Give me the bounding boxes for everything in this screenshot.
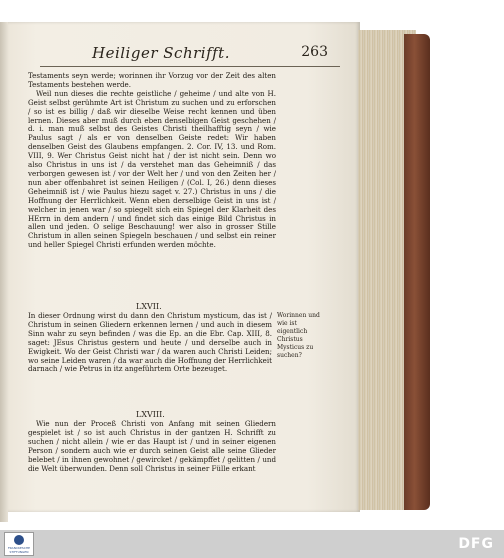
page-header: [40, 44, 340, 70]
paragraph: Weil nun dieses die rechte geistliche / geheime / und alte von H. Geist selbst gerühmte Art ist Christum zu suchen und zu erforschen / so ist es billig / daß wir dieselbe Weise recht kennen und üben lernen. Dieses aber muß durch eben denselbigen Geist geschehen / d. i. man muß selbst des Geistes Christi theilhafftig seyn / wie Paulus sagt / als er von denselben Geiste redet: Wir haben denselben Geist des Glaubens empfangen. 2. Cor. IV, 13. und Rom. VIII, 9. Wer Christus Geist nicht hat / der ist nicht sein. Denn wo also Christus in uns ist / da verstehet man das Geheimniß / das verborgen gewesen ist / vor der Welt her / und von den Zeiten her / nun aber offenbahret ist seinen Heiligen / (Col. I, 26.) denn dieses Geheimniß ist / wie Paulus hiezu saget v. 27.) Christus in uns / die Hoffnung der Herrlichkeit. Wenn eben derselbige Geist in uns ist / welcher in jenen war / so spiegelt sich ein Spiegel der Klarheit des HErrn in dem andern / und findet sich das einige Bild Christus in allen und jeden. O selige Beschauung! wer also in grosser Stille Christum in allen seinen Spiegeln beschauen / und selbst ein reiner und heller Spiegel Christi erfunden werden möchte.: [28, 88, 276, 250]
book-cover: [404, 34, 430, 510]
viewer-footer: [0, 530, 504, 558]
section-heading: LXVIII.: [136, 410, 165, 419]
margin-note: Worinnen und wie ist eigentlich Christus Mysticus zu suchen?: [277, 312, 320, 359]
institution-logo[interactable]: [4, 532, 34, 556]
paragraph: Wie nun der Proceß Christi von Anfang mit seinen Gliedern gespielet ist / so ist auch Christus in der gantzen H. Schrifft zu suchen / nicht allein / wie er das Haupt ist / und in seiner eigenen Person / sondern auch wie er durch seinen Geist alle seine Glieder belebet / in ihnen gewohnet / gewircket / gekämpffet / gelitten / und die Welt überwunden. Denn soll Christus in seiner Fülle erkant: [28, 419, 276, 473]
facing-page-edge: [0, 22, 8, 522]
paragraph: In dieser Ordnung wirst du dann den Christum mysticum, das ist / Christum in seinen Gliedern erkennen lernen / und auch in diesem Sinn wahr zu seyn befinden / was die Ep. an die Ebr. Cap. XIII, 8. saget: JEsus Christus gestern und heute / und derselbe auch in Ewigkeit. Wo der Geist Christi war / da waren auch Christi Leiden; wo seine Leiden waren / da war auch die Hoffnung der Herrlichkeit darnach / wie Petrus in itz angeführtem Orte bezeuget.: [28, 311, 272, 374]
body-text: [28, 72, 276, 250]
header-rule: [40, 66, 340, 67]
paragraph: Testaments seyn werde; worinnen ihr Vorzug vor der Zeit des alten Testaments bestehen werde.: [28, 71, 276, 89]
running-title: Heiliger Schrifft.: [92, 44, 230, 62]
section-text: [28, 312, 272, 374]
section-text: [28, 420, 276, 473]
logo-text: FRANCKESCHE STIFTUNGEN: [7, 546, 31, 554]
logo-icon: [14, 535, 24, 545]
page-number: 263: [301, 44, 328, 60]
section-heading: LXVII.: [136, 302, 162, 311]
funder-logo[interactable]: DFG: [458, 536, 494, 552]
